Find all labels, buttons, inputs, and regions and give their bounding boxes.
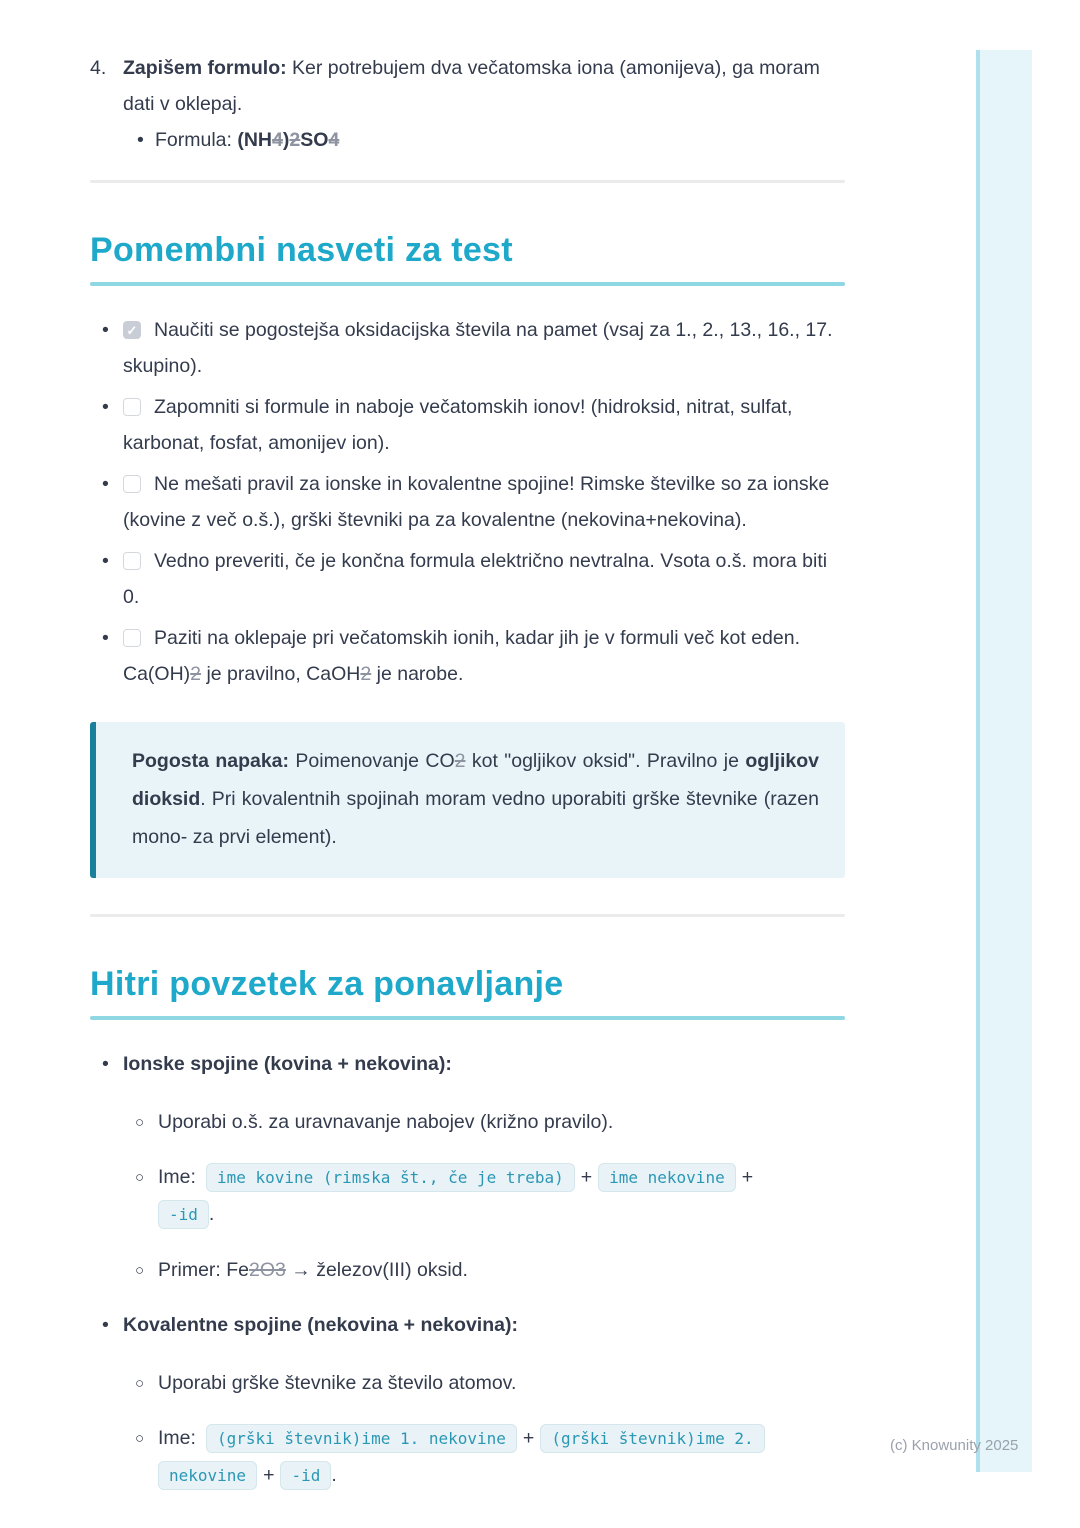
formula-part: ) [282, 129, 290, 151]
text-part: je pravilno, CaOH [201, 663, 361, 685]
checklist-item-text: Zapomniti si formule in naboje večatomskih ionov! (hidroksid, nitrat, sulfat, karbonat, fosfat, amonijev ion). [123, 396, 793, 454]
checkbox-unchecked[interactable] [123, 475, 141, 493]
plus-sign: + [580, 1166, 593, 1188]
callout-text [132, 742, 819, 856]
checklist-item-text: Naučiti se pogostejša oksidacijska števila na pamet (vsaj za 1., 2., 13., 16., 17. skupino). [123, 319, 833, 377]
summary-list [90, 1046, 845, 1494]
step-body [123, 50, 845, 158]
code-chip: -id [158, 1200, 209, 1229]
plus-sign: + [522, 1427, 535, 1449]
text-part: Paziti na oklepaje pri večatomskih ionih, kadar jih je v formuli več kot eden. Ca(OH) [123, 627, 800, 685]
checkbox-unchecked[interactable] [123, 552, 141, 570]
checklist-item [90, 466, 845, 538]
content-column [90, 50, 845, 1513]
checklist-item [90, 620, 845, 692]
formula-subscript: 2 [454, 750, 466, 772]
numbered-step-4 [90, 50, 845, 158]
heading-underline [90, 1016, 845, 1020]
code-chip: nekovine [158, 1461, 257, 1490]
formula-subscript: 2 [289, 129, 301, 151]
checkbox-unchecked[interactable] [123, 629, 141, 647]
section-heading-summary: Hitri povzetek za ponavljanje [90, 965, 564, 1003]
section-divider [90, 180, 845, 183]
covalent-sub-list [123, 1365, 845, 1494]
text-part: → železov(III) oksid. [285, 1259, 468, 1281]
section-divider [90, 914, 845, 917]
section-heading-tips: Pomembni nasveti za test [90, 231, 513, 269]
formula-subscript: 4 [272, 129, 283, 151]
plus-sign: + [263, 1464, 275, 1486]
callout-bold-term: ogljikov dioksid [132, 750, 819, 810]
step-text [123, 50, 845, 122]
text-part: . Pri kovalentnih spojinah moram vedno uporabiti grške števnike (razen mono- za prvi element). [132, 788, 819, 848]
text-part: kot "ogljikov oksid". Pravilno je [465, 750, 746, 772]
ime-pattern-line [123, 1159, 845, 1233]
period: . [331, 1464, 337, 1486]
code-chip: -id [280, 1461, 331, 1490]
checklist-item [90, 543, 845, 615]
step-bold-label: Zapišem formulo: [123, 57, 287, 79]
period: . [208, 1203, 215, 1225]
formula-subscript: 2O3 [249, 1259, 286, 1281]
code-chip: (grški števnik)ime 1. nekovine [206, 1424, 517, 1453]
copyright-footer: (c) Knowunity 2025 [890, 1437, 1019, 1454]
sub-item [123, 1365, 845, 1401]
checklist-item-text [123, 627, 800, 685]
checkbox-checked[interactable] [123, 321, 141, 339]
summary-item-title: Kovalentne spojine (nekovina + nekovina): [123, 1314, 518, 1336]
formula-label: Formula: [155, 129, 238, 151]
step-text-rest: Ker potrebujem dva večatomska iona (amonijeva), ga moram dati v oklepaj. [123, 57, 820, 115]
ionic-sub-list [123, 1104, 845, 1288]
callout-common-mistake [90, 722, 845, 878]
checkbox-unchecked[interactable] [123, 398, 141, 416]
summary-item-ionic [90, 1046, 845, 1288]
checklist-item [90, 389, 845, 461]
checklist-item-text: Ne mešati pravil za ionske in kovalentne spojine! Rimske številke so za ionske (kovine z več o.š.), grški števniki pa za kovalentne (nekovina+nekovina). [123, 473, 830, 531]
summary-item-covalent [90, 1307, 845, 1494]
callout-bold-label: Pogosta napaka: [132, 750, 290, 772]
sub-item [123, 1104, 845, 1140]
ime-pattern-line [123, 1420, 845, 1494]
ime-label: Ime: [158, 1166, 196, 1188]
heading-underline [90, 282, 845, 286]
step-number: 4. [90, 57, 107, 79]
code-chip: ime nekovine [598, 1163, 736, 1192]
plus-sign: + [741, 1166, 754, 1188]
checklist-item-text: Vedno preveriti, če je končna formula električno nevtralna. Vsota o.š. mora biti 0. [123, 550, 828, 608]
code-chip: ime kovine (rimska št., če je treba) [206, 1163, 575, 1192]
tips-checklist [90, 312, 845, 692]
formula-subscript: 2 [360, 663, 372, 685]
sub-item-primer [123, 1252, 845, 1288]
text-part: Primer: Fe [158, 1259, 250, 1281]
scroll-strip[interactable] [976, 50, 1032, 1472]
ime-label: Ime: [158, 1427, 196, 1449]
checkmark-icon: • ✓ [126, 323, 138, 338]
code-chip: (grški števnik)ime 2. [540, 1424, 764, 1453]
formula-subscript: 4 [328, 129, 340, 151]
sub-item-text: Uporabi grške števnike za število atomov. [158, 1372, 517, 1394]
formula-part: SO [300, 129, 329, 151]
text-part: je narobe. [371, 663, 464, 685]
sub-item-text: Uporabi o.š. za uravnavanje nabojev (križno pravilo). [158, 1111, 614, 1133]
formula-subscript: 2 [190, 663, 202, 685]
chemical-formula [237, 129, 339, 151]
text-part: Poimenovanje CO [289, 750, 455, 772]
formula-part: (NH [237, 129, 273, 151]
checklist-item [90, 312, 845, 384]
summary-item-title: Ionske spojine (kovina + nekovina): [123, 1053, 452, 1075]
formula-bullet [123, 122, 845, 158]
